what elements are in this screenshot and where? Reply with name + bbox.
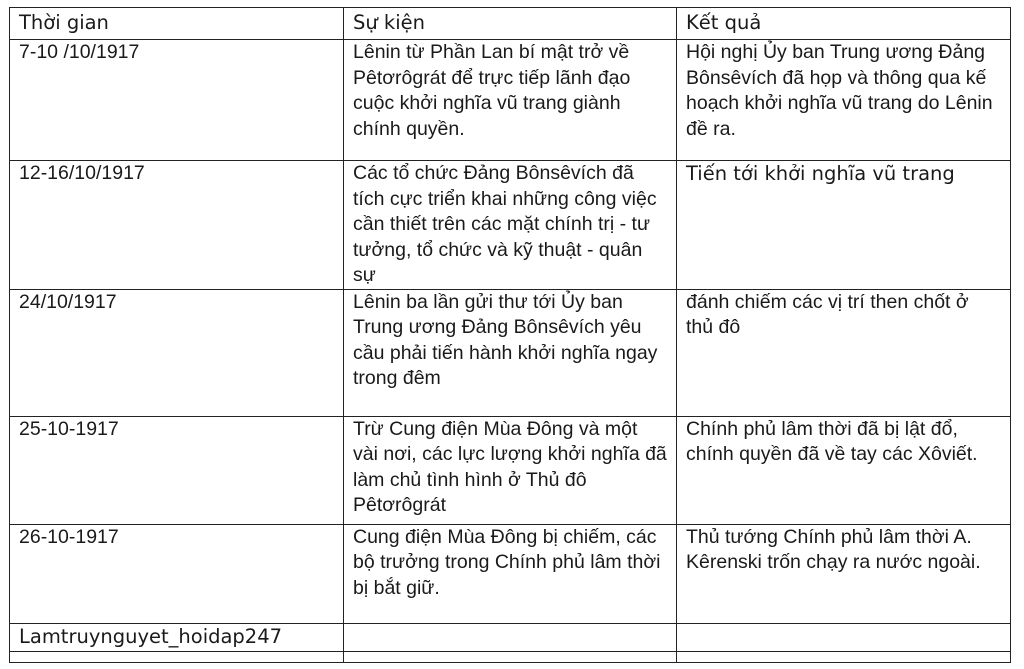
empty-cell (677, 651, 1011, 662)
result-cell (677, 623, 1011, 651)
table-row (10, 524, 1011, 623)
event-cell: Lênin từ Phần Lan bí mật trở về Pêtơrôgrát để trực tiếp lãnh đạo cuộc khởi nghĩa vũ trang giành chính quyền. (344, 40, 677, 161)
event-cell: Cung điện Mùa Đông bị chiếm, các bộ trưởng trong Chính phủ lâm thời bị bắt giữ. (344, 524, 677, 623)
event-cell (344, 623, 677, 651)
header-result: Kết quả (677, 8, 1011, 40)
result-cell: đánh chiếm các vị trí then chốt ở thủ đô (677, 289, 1011, 416)
time-cell: 12-16/10/1917 (10, 161, 344, 290)
table-row (10, 289, 1011, 416)
table-row (10, 40, 1011, 161)
table-row (10, 623, 1011, 651)
result-cell: Thủ tướng Chính phủ lâm thời A. Kêrenski trốn chạy ra nước ngoài. (677, 524, 1011, 623)
result-cell: Chính phủ lâm thời đã bị lật đổ, chính quyền đã về tay các Xôviết. (677, 416, 1011, 524)
table-row (10, 651, 1011, 662)
time-cell: 7-10 /10/1917 (10, 40, 344, 161)
header-event: Sự kiện (344, 8, 677, 40)
time-cell: 26-10-1917 (10, 524, 344, 623)
table-row (10, 161, 1011, 290)
event-cell: Trừ Cung điện Mùa Đông và một vài nơi, các lực lượng khởi nghĩa đã làm chủ tình hình ở Thủ đô Pêtơrôgrát (344, 416, 677, 524)
events-table (9, 7, 1011, 663)
result-cell: Tiến tới khởi nghĩa vũ trang (677, 161, 1011, 290)
event-cell: Lênin ba lần gửi thư tới Ủy ban Trung ương Đảng Bônsêvích yêu cầu phải tiến hành khởi nghĩa ngay trong đêm (344, 289, 677, 416)
table-header-row (10, 8, 1011, 40)
empty-cell (344, 651, 677, 662)
author-cell: Lamtruynguyet_hoidap247 (10, 623, 344, 651)
result-cell: Hội nghị Ủy ban Trung ương Đảng Bônsêvích đã họp và thông qua kế hoạch khởi nghĩa vũ trang do Lênin đề ra. (677, 40, 1011, 161)
empty-cell (10, 651, 344, 662)
table-row (10, 416, 1011, 524)
event-cell: Các tổ chức Đảng Bônsêvích đã tích cực triển khai những công việc cần thiết trên các mặt chính trị - tư tưởng, tổ chức và kỹ thuật - quân sự (344, 161, 677, 290)
header-time: Thời gian (10, 8, 344, 40)
time-cell: 24/10/1917 (10, 289, 344, 416)
time-cell: 25-10-1917 (10, 416, 344, 524)
